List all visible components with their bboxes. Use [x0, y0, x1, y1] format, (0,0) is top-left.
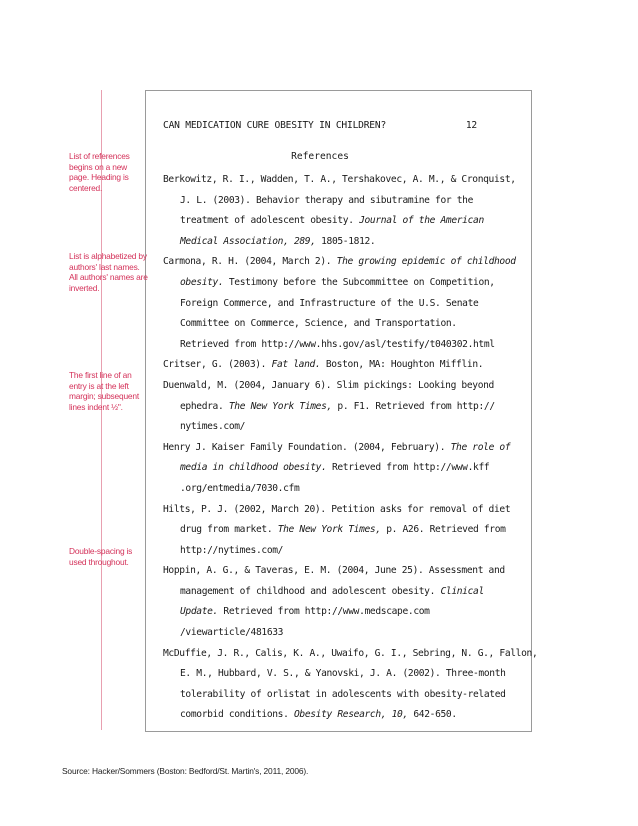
- reference-entry: Critser, G. (2003). Fat land. Boston, MA: Houghton Mifflin.: [163, 359, 484, 371]
- references-heading: References: [291, 151, 349, 162]
- reference-entry: Henry J. Kaiser Family Foundation. (2004, February). The role of media in childhood obesity. Retrieved from http://www.kff .org/entmedia/7030.cfm: [163, 441, 511, 494]
- reference-entry: Hilts, P. J. (2002, March 20). Petition asks for removal of diet drug from market. The New York Times, p. A26. Retrieved from http://nytimes.com/: [163, 503, 511, 556]
- running-head: [163, 120, 477, 136]
- reference-list: [163, 170, 538, 726]
- margin-note: Double-spacing is used throughout.: [69, 546, 133, 567]
- margin-note: The first line of an entry is at the left margin; subsequent lines indent ½".: [69, 370, 139, 412]
- source-citation: Source: Hacker/Sommers (Boston: Bedford/St. Martin's, 2011, 2006).: [62, 766, 309, 776]
- reference-entry: Carmona, R. H. (2004, March 2). The growing epidemic of childhood obesity. Testimony before the Subcommittee on Competition, Foreign Commerce, and Infrastructure of the U.S. Senate Committee on Commerce, Science, and Transportation. Retrieved from http://www.hhs.gov/asl/testify/t040302.html: [163, 256, 516, 350]
- reference-entry: Berkowitz, R. I., Wadden, T. A., Tershakovec, A. M., & Cronquist, J. L. (2003). Behavior therapy and sibutramine for the treatment of adolescent obesity. Journal of the American Medical Association, 289, 1805-1812.: [163, 174, 516, 247]
- reference-entry: Duenwald, M. (2004, January 6). Slim pickings: Looking beyond ephedra. The New York Times, p. F1. Retrieved from http:// nytimes.com/: [163, 379, 495, 433]
- reference-entry: McDuffie, J. R., Calis, K. A., Uwaifo, G. I., Sebring, N. G., Fallon, E. M., Hubbard, V. S., & Yanovski, J. A. (2002). Three-month tolerability of orlistat in adolescents with obesity-related comorbid conditions. Obesity Research, 10, 642-650.: [163, 647, 538, 721]
- page-number: 12: [465, 120, 477, 131]
- margin-note: List is alphabetized by authors' last names. All authors' names are inverted.: [69, 251, 148, 293]
- margin-note: List of references begins on a new page. Heading is centered.: [69, 151, 130, 193]
- running-head-title: CAN MEDICATION CURE OBESITY IN CHILDREN?: [163, 120, 387, 131]
- reference-entry: Hoppin, A. G., & Taveras, E. M. (2004, June 25). Assessment and management of childhood and adolescent obesity. Clinical Update. Retrieved from http://www.medscape.com /viewarticle/481633: [163, 565, 505, 639]
